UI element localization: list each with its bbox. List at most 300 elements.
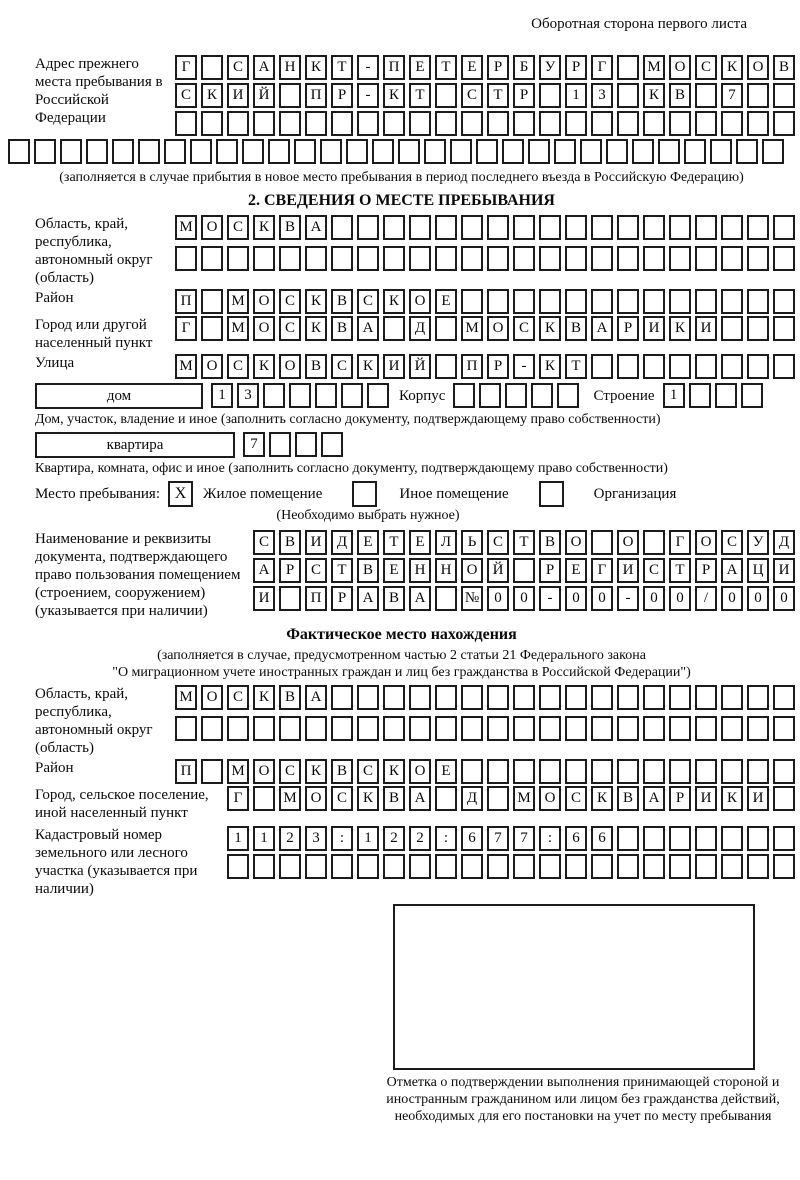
char-box: С [643,558,665,583]
char-box [295,432,317,457]
char-box: О [253,316,275,341]
char-box: О [409,289,431,314]
char-box: 1 [565,83,587,108]
char-box: С [695,55,717,80]
char-box: - [513,354,535,379]
char-box [8,139,30,164]
char-box [331,854,353,879]
char-box [513,759,535,784]
char-box: М [175,685,197,710]
char-box [435,786,457,811]
char-box [695,716,717,741]
char-box [539,854,561,879]
char-box: В [383,786,405,811]
char-box [669,289,691,314]
char-box [591,354,613,379]
char-box: В [279,215,301,240]
char-box [138,139,160,164]
char-box: М [227,289,249,314]
char-box [643,354,665,379]
cadastre-row-2 [227,854,795,879]
actual-city-block [8,786,795,822]
char-box [643,685,665,710]
char-box [435,83,457,108]
char-box [435,354,457,379]
char-box: И [305,530,327,555]
char-box [721,111,743,136]
char-box [695,111,717,136]
char-box [383,854,405,879]
char-box [617,215,639,240]
char-box: С [331,786,353,811]
char-box [424,139,446,164]
char-box [695,826,717,851]
char-box [112,139,134,164]
char-box: 3 [237,383,259,408]
char-box: Р [539,558,561,583]
ownership-doc-row-2 [253,558,795,583]
char-box [269,432,291,457]
char-box: С [227,685,249,710]
char-box [658,139,680,164]
char-box: - [539,586,561,611]
char-box: С [305,558,327,583]
char-box [383,685,405,710]
char-box [591,111,613,136]
char-box [617,246,639,271]
char-box [279,586,301,611]
char-box [721,826,743,851]
char-box [253,111,275,136]
char-box [513,289,535,314]
char-box [539,83,561,108]
char-box: П [461,354,483,379]
char-box: А [357,586,379,611]
char-box [773,716,795,741]
char-box [461,111,483,136]
region-rows [175,215,795,271]
char-box [747,854,769,879]
char-box [305,246,327,271]
char-box [60,139,82,164]
char-box [747,685,769,710]
char-box [773,83,795,108]
char-box [409,215,431,240]
char-box: Е [435,289,457,314]
char-box: № [461,586,483,611]
char-box: Р [695,558,717,583]
char-box: Д [773,530,795,555]
char-box [435,685,457,710]
char-box: 0 [513,586,535,611]
char-box [357,685,379,710]
char-box: Т [513,530,535,555]
house-row [35,383,795,409]
char-box [669,826,691,851]
char-box [747,759,769,784]
char-box [201,716,223,741]
char-box: 2 [279,826,301,851]
char-box: А [357,316,379,341]
char-box [669,246,691,271]
prev-address-row-4 [8,139,795,164]
char-box [643,289,665,314]
char-box: О [747,55,769,80]
char-box [565,215,587,240]
char-box [643,246,665,271]
char-box [736,139,758,164]
char-box: Г [227,786,249,811]
char-box [591,685,613,710]
char-box [357,854,379,879]
char-box: : [331,826,353,851]
char-box: Р [331,83,353,108]
char-box [383,316,405,341]
char-box: Р [513,83,535,108]
char-box [461,685,483,710]
char-box [86,139,108,164]
char-box: У [539,55,561,80]
char-box: В [617,786,639,811]
char-box: Г [175,316,197,341]
char-box [710,139,732,164]
char-box: Д [331,530,353,555]
char-box [398,139,420,164]
char-box [565,854,587,879]
char-box: И [695,786,717,811]
char-box: К [305,316,327,341]
char-box: М [513,786,535,811]
char-box [747,83,769,108]
char-box: О [305,786,327,811]
city-block [8,316,795,352]
registration-stamp-area [393,904,755,1070]
char-box [34,139,56,164]
char-box [201,759,223,784]
char-box [565,246,587,271]
cadastre-label: Кадастровый номер земельного или лесного участка (указывается при наличии) [35,827,198,897]
char-box [383,716,405,741]
char-box: 3 [591,83,613,108]
char-box: К [357,786,379,811]
checkbox-residential: X [168,481,193,507]
char-box [617,354,639,379]
char-box [591,716,613,741]
char-box [487,111,509,136]
char-box: 0 [773,586,795,611]
char-box [331,716,353,741]
char-box: 0 [487,586,509,611]
char-box: Т [669,558,691,583]
char-box [279,716,301,741]
char-box: Т [331,55,353,80]
char-box: А [409,786,431,811]
char-box [528,139,550,164]
char-box [461,246,483,271]
char-box: 7 [513,826,535,851]
actual-region-block [8,685,795,757]
section2-title: 2. СВЕДЕНИЯ О МЕСТЕ ПРЕБЫВАНИЯ [248,192,555,209]
char-box: Й [487,558,509,583]
char-box: И [253,586,275,611]
char-box: О [695,530,717,555]
char-box [487,246,509,271]
char-box [669,354,691,379]
char-box: Е [383,558,405,583]
char-box [617,826,639,851]
char-box: О [201,215,223,240]
char-box: Р [669,786,691,811]
char-box: О [565,530,587,555]
char-box: К [383,83,405,108]
ownership-doc-row-3 [253,586,795,611]
char-box: Ь [461,530,483,555]
char-box: 1 [227,826,249,851]
char-box [435,316,457,341]
region-row-2 [175,246,795,271]
char-box [643,826,665,851]
char-box [289,383,311,408]
char-box: 7 [487,826,509,851]
char-box: К [643,83,665,108]
char-box [487,215,509,240]
char-box [539,215,561,240]
char-box [331,215,353,240]
char-box: К [539,354,561,379]
char-box [201,55,223,80]
char-box [539,246,561,271]
char-box: К [305,289,327,314]
char-box [721,854,743,879]
char-box: Й [409,354,431,379]
char-box [715,383,737,408]
char-box [721,685,743,710]
char-box [773,786,795,811]
char-box [721,316,743,341]
char-box [201,289,223,314]
char-box [253,246,275,271]
prev-address-label: Адрес прежнего места пребывания в Российской Федерации [35,56,163,126]
checkbox-other-premises [352,481,377,507]
char-box: 2 [409,826,431,851]
actual-region-row-2 [175,716,795,741]
char-box: Е [357,530,379,555]
char-box [695,685,717,710]
char-box: 6 [461,826,483,851]
char-box: С [487,530,509,555]
option-residential-label: Жилое помещение [203,486,323,502]
char-box: Д [409,316,431,341]
char-box [201,246,223,271]
char-box: В [565,316,587,341]
char-box: М [227,316,249,341]
char-box [669,111,691,136]
char-box [747,246,769,271]
cadastre-rows [227,826,795,879]
char-box: 0 [747,586,769,611]
char-box [773,759,795,784]
char-box [617,854,639,879]
char-box: : [435,826,457,851]
char-box: Г [175,55,197,80]
char-box [227,716,249,741]
char-box: С [175,83,197,108]
char-box: О [253,759,275,784]
char-box [331,685,353,710]
char-box [721,716,743,741]
char-box: С [565,786,587,811]
char-box [513,685,535,710]
char-box: С [461,83,483,108]
char-box: Н [279,55,301,80]
char-box: М [643,55,665,80]
char-box [513,716,535,741]
district-label: Район [35,290,74,306]
char-box [747,215,769,240]
char-box: И [617,558,639,583]
char-box [409,111,431,136]
char-box [268,139,290,164]
char-box: О [461,558,483,583]
char-box: 0 [721,586,743,611]
char-box [773,111,795,136]
char-box: А [591,316,613,341]
char-box: Б [513,55,535,80]
char-box: Р [331,586,353,611]
district-row [175,289,795,314]
char-box [539,759,561,784]
actual-location-note-2: "О миграционном учете иностранных граждан и лиц без гражданства в Российской Федерации") [112,665,691,680]
street-label: Улица [35,355,75,371]
prev-address-block [8,55,795,136]
char-box [591,289,613,314]
char-box [263,383,285,408]
char-box: И [773,558,795,583]
char-box [695,215,717,240]
char-box [487,786,509,811]
char-box: С [279,316,301,341]
char-box: К [383,759,405,784]
char-box: 0 [669,586,691,611]
char-box: С [357,289,379,314]
char-box: К [669,316,691,341]
city-label: Город или другой населенный пункт [35,317,153,351]
char-box: О [253,289,275,314]
char-box [606,139,628,164]
char-box: Ц [747,558,769,583]
char-box [487,716,509,741]
char-box [591,759,613,784]
char-box [435,246,457,271]
char-box [684,139,706,164]
char-box: Т [487,83,509,108]
char-box [617,55,639,80]
char-box: С [357,759,379,784]
char-box [513,854,535,879]
char-box: 2 [383,826,405,851]
street-block [8,354,795,379]
char-box [539,289,561,314]
char-box [227,246,249,271]
ownership-doc-row-1 [253,530,795,555]
char-box [591,854,613,879]
char-box [747,316,769,341]
char-box: 7 [243,432,265,457]
char-box: С [513,316,535,341]
char-box [453,383,475,408]
char-box [565,716,587,741]
char-box [747,289,769,314]
char-box [554,139,576,164]
char-box: 1 [663,383,685,408]
apartment-type-box: квартира [35,432,235,458]
char-box [201,111,223,136]
char-box [617,685,639,710]
char-box [721,215,743,240]
char-box [695,246,717,271]
actual-location-title: Фактическое место нахождения [286,626,517,643]
char-box [773,289,795,314]
char-box [539,716,561,741]
char-box [279,83,301,108]
region-block [8,215,795,287]
char-box [409,716,431,741]
char-box [773,354,795,379]
char-box: О [201,354,223,379]
char-box: В [773,55,795,80]
char-box [383,111,405,136]
char-box [669,716,691,741]
char-box [643,716,665,741]
char-box: В [383,586,405,611]
char-box: П [305,83,327,108]
char-box [773,246,795,271]
char-box: П [175,289,197,314]
char-box: П [383,55,405,80]
char-box [175,716,197,741]
char-box [279,111,301,136]
char-box: К [305,55,327,80]
char-box [164,139,186,164]
region-row-1 [175,215,795,240]
char-box [773,854,795,879]
char-box [669,854,691,879]
char-box: К [201,83,223,108]
char-box: В [305,354,327,379]
char-box [487,685,509,710]
char-box: Р [279,558,301,583]
char-box [721,354,743,379]
char-box: В [539,530,561,555]
char-box: К [721,55,743,80]
cadastre-block [8,826,795,898]
char-box [175,246,197,271]
char-box [747,354,769,379]
stay-type-row [35,481,795,507]
char-box: В [669,83,691,108]
char-box: Г [591,55,613,80]
stroenie-label: Строение [593,388,655,404]
char-box [591,530,613,555]
char-box: Т [409,83,431,108]
char-box: А [253,55,275,80]
char-box: Г [669,530,691,555]
char-box: - [617,586,639,611]
char-box: 6 [591,826,613,851]
char-box [321,432,343,457]
char-box: - [357,55,379,80]
char-box [617,759,639,784]
